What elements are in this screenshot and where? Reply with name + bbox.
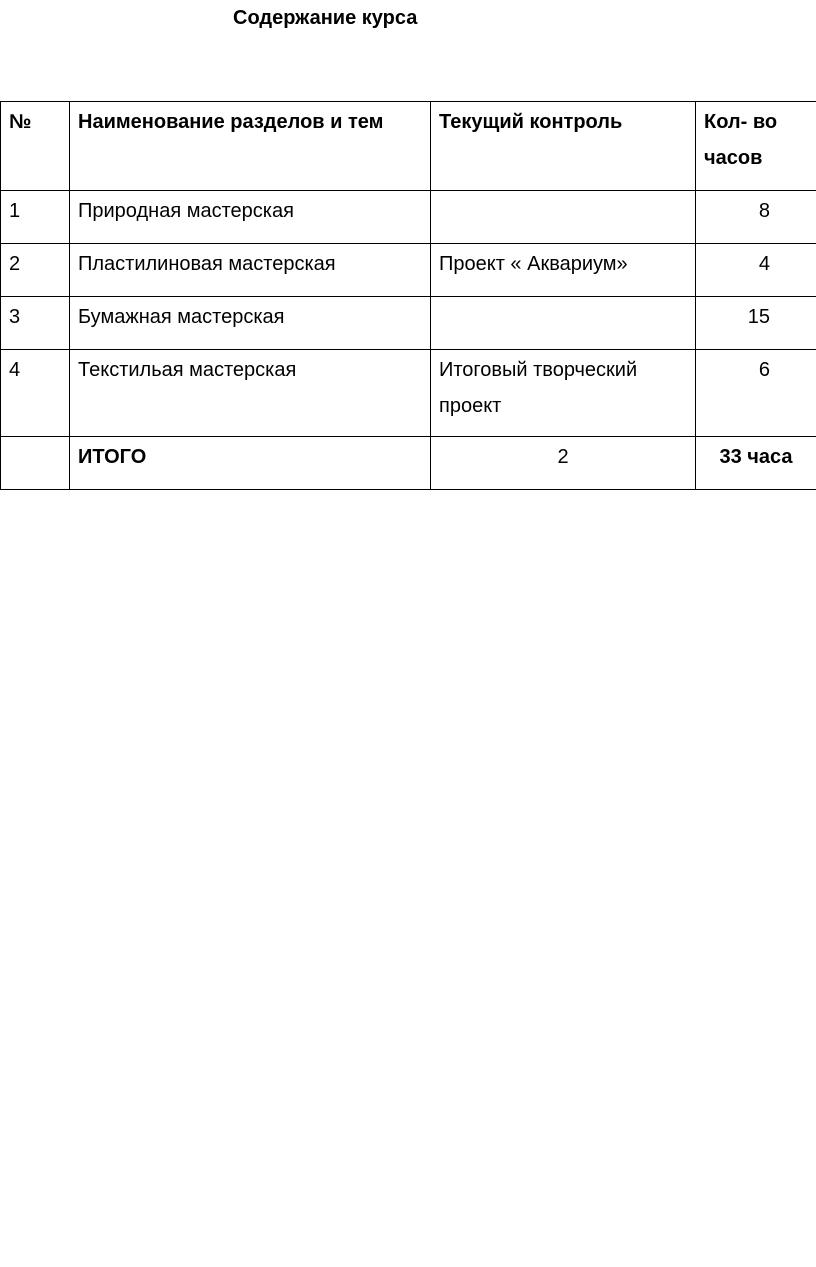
- total-control: 2: [431, 437, 696, 490]
- table-header-row: [1, 102, 816, 191]
- row-num: 4: [1, 350, 70, 437]
- table-row: [1, 191, 816, 244]
- row-hours: 15: [696, 297, 816, 350]
- row-hours: 6: [696, 350, 816, 437]
- row-num: 3: [1, 297, 70, 350]
- row-hours: 8: [696, 191, 816, 244]
- table-row: [1, 297, 816, 350]
- total-hours: 33 часа: [696, 437, 816, 490]
- course-content-table: [0, 101, 816, 490]
- row-num: 2: [1, 244, 70, 297]
- row-name: Текстильая мастерская: [70, 350, 431, 437]
- table-total-row: [1, 437, 816, 490]
- header-name: Наименование разделов и тем: [70, 102, 431, 191]
- row-hours: 4: [696, 244, 816, 297]
- header-control: Текущий контроль: [431, 102, 696, 191]
- row-control: [431, 297, 696, 350]
- header-num: №: [1, 102, 70, 191]
- table-row: [1, 350, 816, 437]
- row-name: Природная мастерская: [70, 191, 431, 244]
- header-hours: Кол- во часов: [696, 102, 816, 191]
- row-control: Итоговый творческий проект: [431, 350, 696, 437]
- table-row: [1, 244, 816, 297]
- page-title: Содержание курса: [233, 7, 418, 29]
- row-name: Бумажная мастерская: [70, 297, 431, 350]
- row-control: Проект « Аквариум»: [431, 244, 696, 297]
- total-label: ИТОГО: [70, 437, 431, 490]
- row-num: 1: [1, 191, 70, 244]
- row-control: [431, 191, 696, 244]
- total-num: [1, 437, 70, 490]
- row-name: Пластилиновая мастерская: [70, 244, 431, 297]
